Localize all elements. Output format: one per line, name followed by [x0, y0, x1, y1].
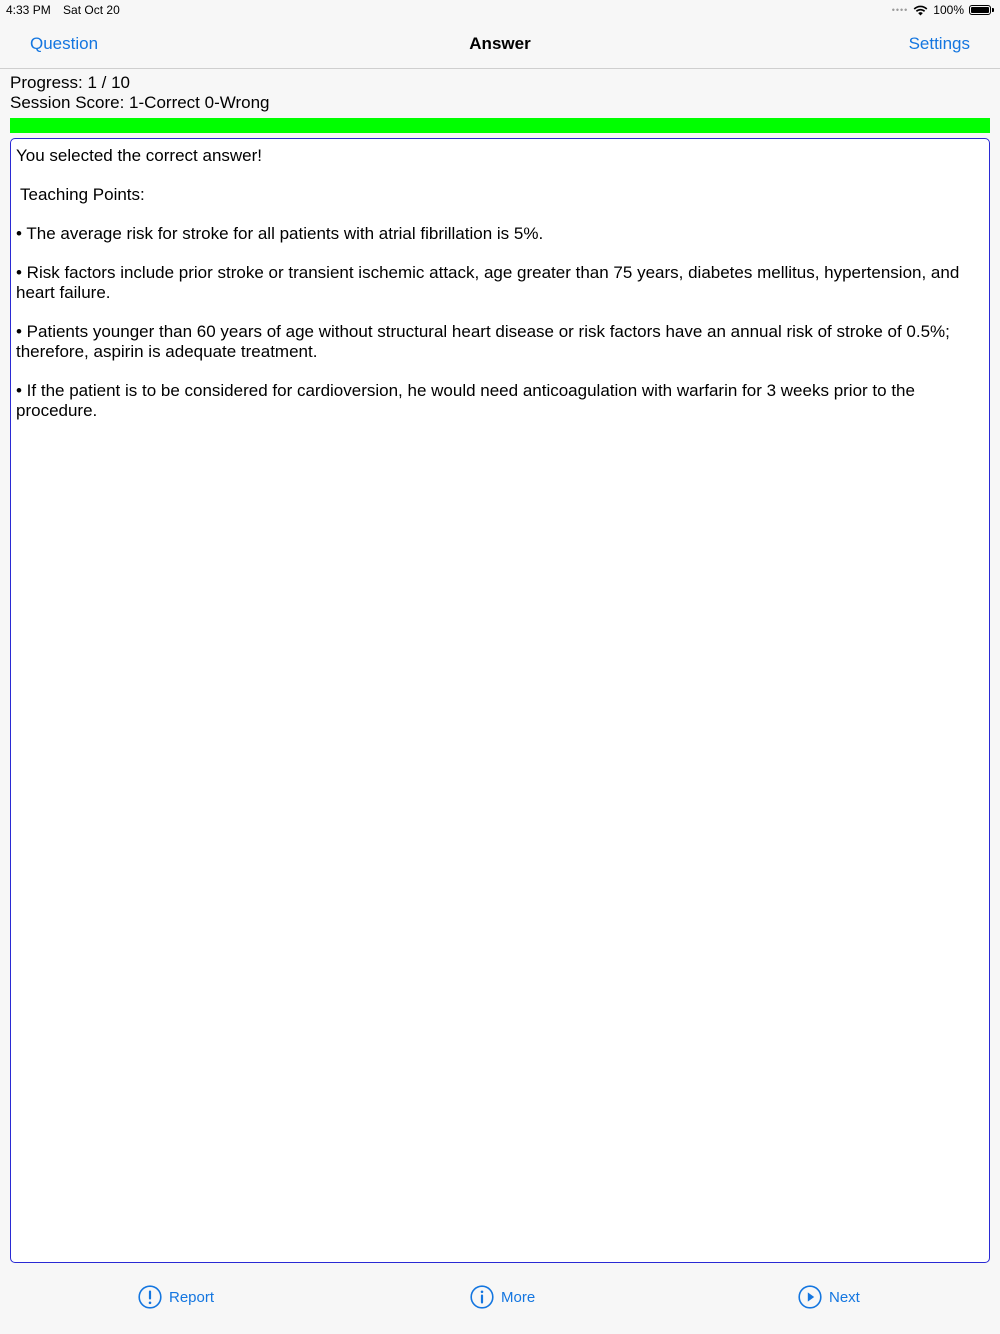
nav-bar [0, 20, 1000, 69]
session-score-text: Session Score: 1-Correct 0-Wrong [10, 93, 270, 112]
answer-text-view[interactable] [10, 138, 990, 1263]
battery-tip [992, 8, 994, 12]
status-date: Sat Oct 20 [63, 3, 120, 17]
exclamation-circle-icon [138, 1285, 162, 1309]
result-text: You selected the correct answer! [16, 146, 263, 165]
teaching-point: • Risk factors include prior stroke or transient ischemic attack, age greater than 75 years, diabetes mellitus, hypertension, and heart failure. [16, 263, 960, 302]
progress-info [10, 73, 270, 113]
wifi-icon [913, 5, 928, 16]
teaching-point: • Patients younger than 60 years of age without structural heart disease or risk factors have an annual risk of stroke of 0.5%; therefore, aspirin is adequate treatment. [16, 322, 950, 361]
page-title: Answer [469, 34, 531, 53]
status-time: 4:33 PM [6, 3, 51, 17]
progress-bar-fill [10, 118, 990, 133]
signal-dots-icon: •••• [891, 5, 909, 15]
teaching-points-header: Teaching Points: [20, 185, 145, 204]
battery-icon [969, 5, 991, 15]
question-back-button[interactable]: Question [30, 34, 99, 53]
info-circle-icon [470, 1285, 494, 1309]
next-button[interactable] [798, 1268, 860, 1326]
battery-percent: 100% [933, 3, 964, 17]
more-label: More [501, 1288, 536, 1306]
teaching-point: • If the patient is to be considered for cardioversion, he would need anticoagulation with warfarin for 3 weeks prior to the procedure. [16, 381, 915, 420]
report-button[interactable] [138, 1268, 214, 1326]
bottom-toolbar [0, 1268, 1000, 1334]
teaching-point: • The average risk for stroke for all patients with atrial fibrillation is 5%. [16, 224, 544, 243]
status-bar [0, 0, 1000, 20]
report-label: Report [169, 1288, 215, 1306]
next-label: Next [829, 1288, 860, 1306]
settings-button[interactable]: Settings [908, 34, 970, 53]
play-circle-icon [798, 1285, 822, 1309]
more-button[interactable] [470, 1268, 535, 1326]
status-right [892, 0, 994, 20]
status-left [6, 0, 129, 20]
progress-bar [10, 118, 990, 133]
progress-text: Progress: 1 / 10 [10, 73, 131, 92]
